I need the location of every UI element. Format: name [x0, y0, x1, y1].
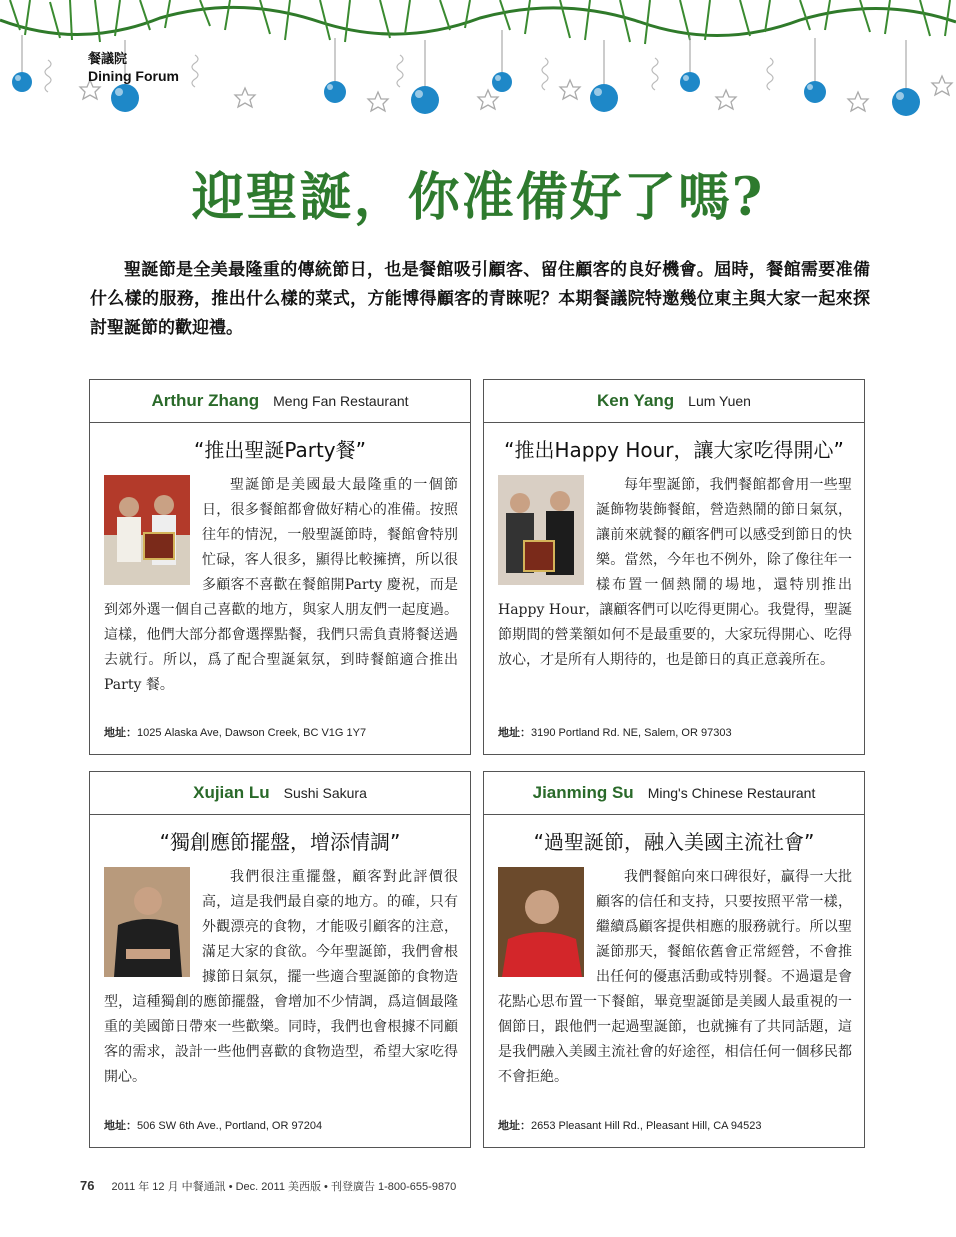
ornament-icon	[492, 72, 512, 92]
card-quote: “獨創應節擺盤，增添情調”	[159, 830, 401, 854]
card-header	[90, 380, 470, 423]
intro-paragraph: 聖誕節是全美最隆重的傳統節日，也是餐館吸引顧客、留住顧客的良好機會。屆時，餐館需要准備什么樣的服務，推出什么樣的菜式，方能博得顧客的青睞呢？本期餐議院特邀幾位東主與大家一起來探討聖誕節的歡迎禮。	[90, 260, 870, 338]
interview-card-jianming-su	[483, 771, 865, 1148]
interview-card-arthur-zhang	[89, 379, 471, 755]
address-value: 1025 Alaska Ave, Dawson Creek, BC V1G 1Y7	[137, 727, 367, 739]
card-body-text: 我們餐館向來口碑很好，贏得一大批顧客的信任和支持，只要按照平常一樣，繼續爲顧客提供相應的服務就行。所以聖誕節那天，餐館依舊會正常經營，不會推出任何的優惠活動或特別餐。不過還是會花點心思布置一下餐館，畢竟聖誕節是美國人最重視的一個節日，跟他們一起過聖誕節，也就擁有了共同話題，這是我們融入美國主流社會的好途徑，相信任何一個移民都不會拒絶。	[498, 869, 852, 1085]
restaurant-name: Meng Fan Restaurant	[273, 393, 409, 409]
page-number: 76	[80, 1178, 95, 1193]
address-label: 地址：	[498, 726, 531, 739]
card-address	[104, 724, 366, 740]
star-icon	[368, 92, 388, 111]
star-icon	[560, 80, 580, 99]
card-address	[104, 1117, 322, 1133]
section-label	[88, 52, 179, 84]
star-icon	[848, 92, 868, 111]
address-value: 3190 Portland Rd. NE, Salem, OR 97303	[531, 727, 732, 739]
address-label: 地址：	[498, 1119, 531, 1132]
restaurant-name: Lum Yuen	[688, 393, 751, 409]
card-quote: “過聖誕節，融入美國主流社會”	[533, 830, 815, 854]
section-label-en: Dining Forum	[88, 68, 179, 84]
card-body-text: 我們很注重擺盤，顧客對此評價很高，這是我們最自豪的地方。的確，只有外觀漂亮的食物，才能吸引顧客的注意，滿足大家的食欲。今年聖誕節，我們會根據節日氣氛，擺一些適合聖誕節的食物造型，這種獨創的應節擺盤，會增加不少情調，爲這個最隆重的美國節日帶來一些歡樂。同時，我們也會根據不同顧客的需求，設計一些他們喜歡的食物造型，希望大家吃得開心。	[104, 869, 458, 1085]
footer-text: 2011 年 12 月 中餐通訊 • Dec. 2011 美西版 • 刊登廣告 1-800-655-9870	[111, 1181, 457, 1193]
star-icon	[235, 88, 255, 107]
ornament-icon	[111, 84, 139, 112]
card-quote: “推出聖誕Party餐”	[193, 438, 367, 462]
address-value: 506 SW 6th Ave., Portland, OR 97204	[137, 1120, 323, 1132]
star-icon	[716, 90, 736, 109]
owner-name: Ken Yang	[597, 391, 675, 410]
star-icon	[478, 90, 498, 109]
owner-photo	[498, 867, 584, 977]
ornament-icon	[804, 81, 826, 103]
owner-photo	[104, 867, 190, 977]
ornament-icon	[12, 72, 32, 92]
owner-photo	[498, 475, 584, 585]
star-icon	[932, 76, 952, 95]
card-body-text: 每年聖誕節，我們餐館都會用一些聖誕飾物裝飾餐館，營造熱鬧的節日氣氛，讓前來就餐的顧客們可以感受到節日的快樂。當然，今年也不例外，除了像往年一樣布置一個熱鬧的場地，還特別推出 Happy Hour，讓顧客們可以吃得更開心。我覺得，聖誕節期間的營業額如何不是最重要的，大家玩得開心、吃得放心，才是所有人期待的，也是節日的真正意義所在。	[498, 477, 852, 668]
restaurant-name: Sushi Sakura	[283, 785, 367, 801]
ornament-icon	[892, 88, 920, 116]
interview-card-ken-yang	[483, 379, 865, 755]
card-address	[498, 724, 732, 740]
ornament-icon	[590, 84, 618, 112]
page-footer	[80, 1178, 456, 1194]
ornament-icon	[411, 86, 439, 114]
owner-name: Arthur Zhang	[151, 391, 260, 410]
address-label: 地址：	[104, 726, 137, 739]
card-address	[498, 1117, 762, 1133]
ornament-icon	[324, 81, 346, 103]
page-title: 迎聖誕，你准備好了嗎?	[191, 167, 765, 228]
card-body-text: 聖誕節是美國最大最隆重的一個節日，很多餐館都會做好精心的准備。按照往年的情況，一般聖誕節時，餐館會特別忙碌，客人很多，顯得比較擁擠，所以很多顧客不喜歡在餐館開Party 慶祝，而是到郊外選一個自己喜歡的地方，與家人朋友們一起度過。這樣，他們大部分都會選擇點餐，我們只需負責將餐送過去就行。所以，爲了配合聖誕氣氛，到時餐館適合推出 Party 餐。	[104, 477, 458, 693]
owner-photo	[104, 475, 190, 585]
address-value: 2653 Pleasant Hill Rd., Pleasant Hill, CA 94523	[531, 1120, 762, 1132]
interview-card-xujian-lu	[89, 771, 471, 1148]
card-quote: “推出Happy Hour，讓大家吃得開心”	[504, 438, 844, 462]
owner-name: Jianming Su	[532, 783, 634, 802]
card-header	[484, 772, 864, 815]
section-label-zh: 餐議院	[88, 52, 128, 67]
address-label: 地址：	[104, 1119, 137, 1132]
restaurant-name: Ming's Chinese Restaurant	[647, 785, 816, 801]
card-body	[104, 865, 458, 1090]
card-body	[104, 473, 458, 698]
owner-name: Xujian Lu	[193, 783, 270, 802]
card-header	[90, 772, 470, 815]
card-header	[484, 380, 864, 423]
card-body	[498, 473, 852, 673]
card-body	[498, 865, 852, 1090]
ornament-icon	[680, 72, 700, 92]
